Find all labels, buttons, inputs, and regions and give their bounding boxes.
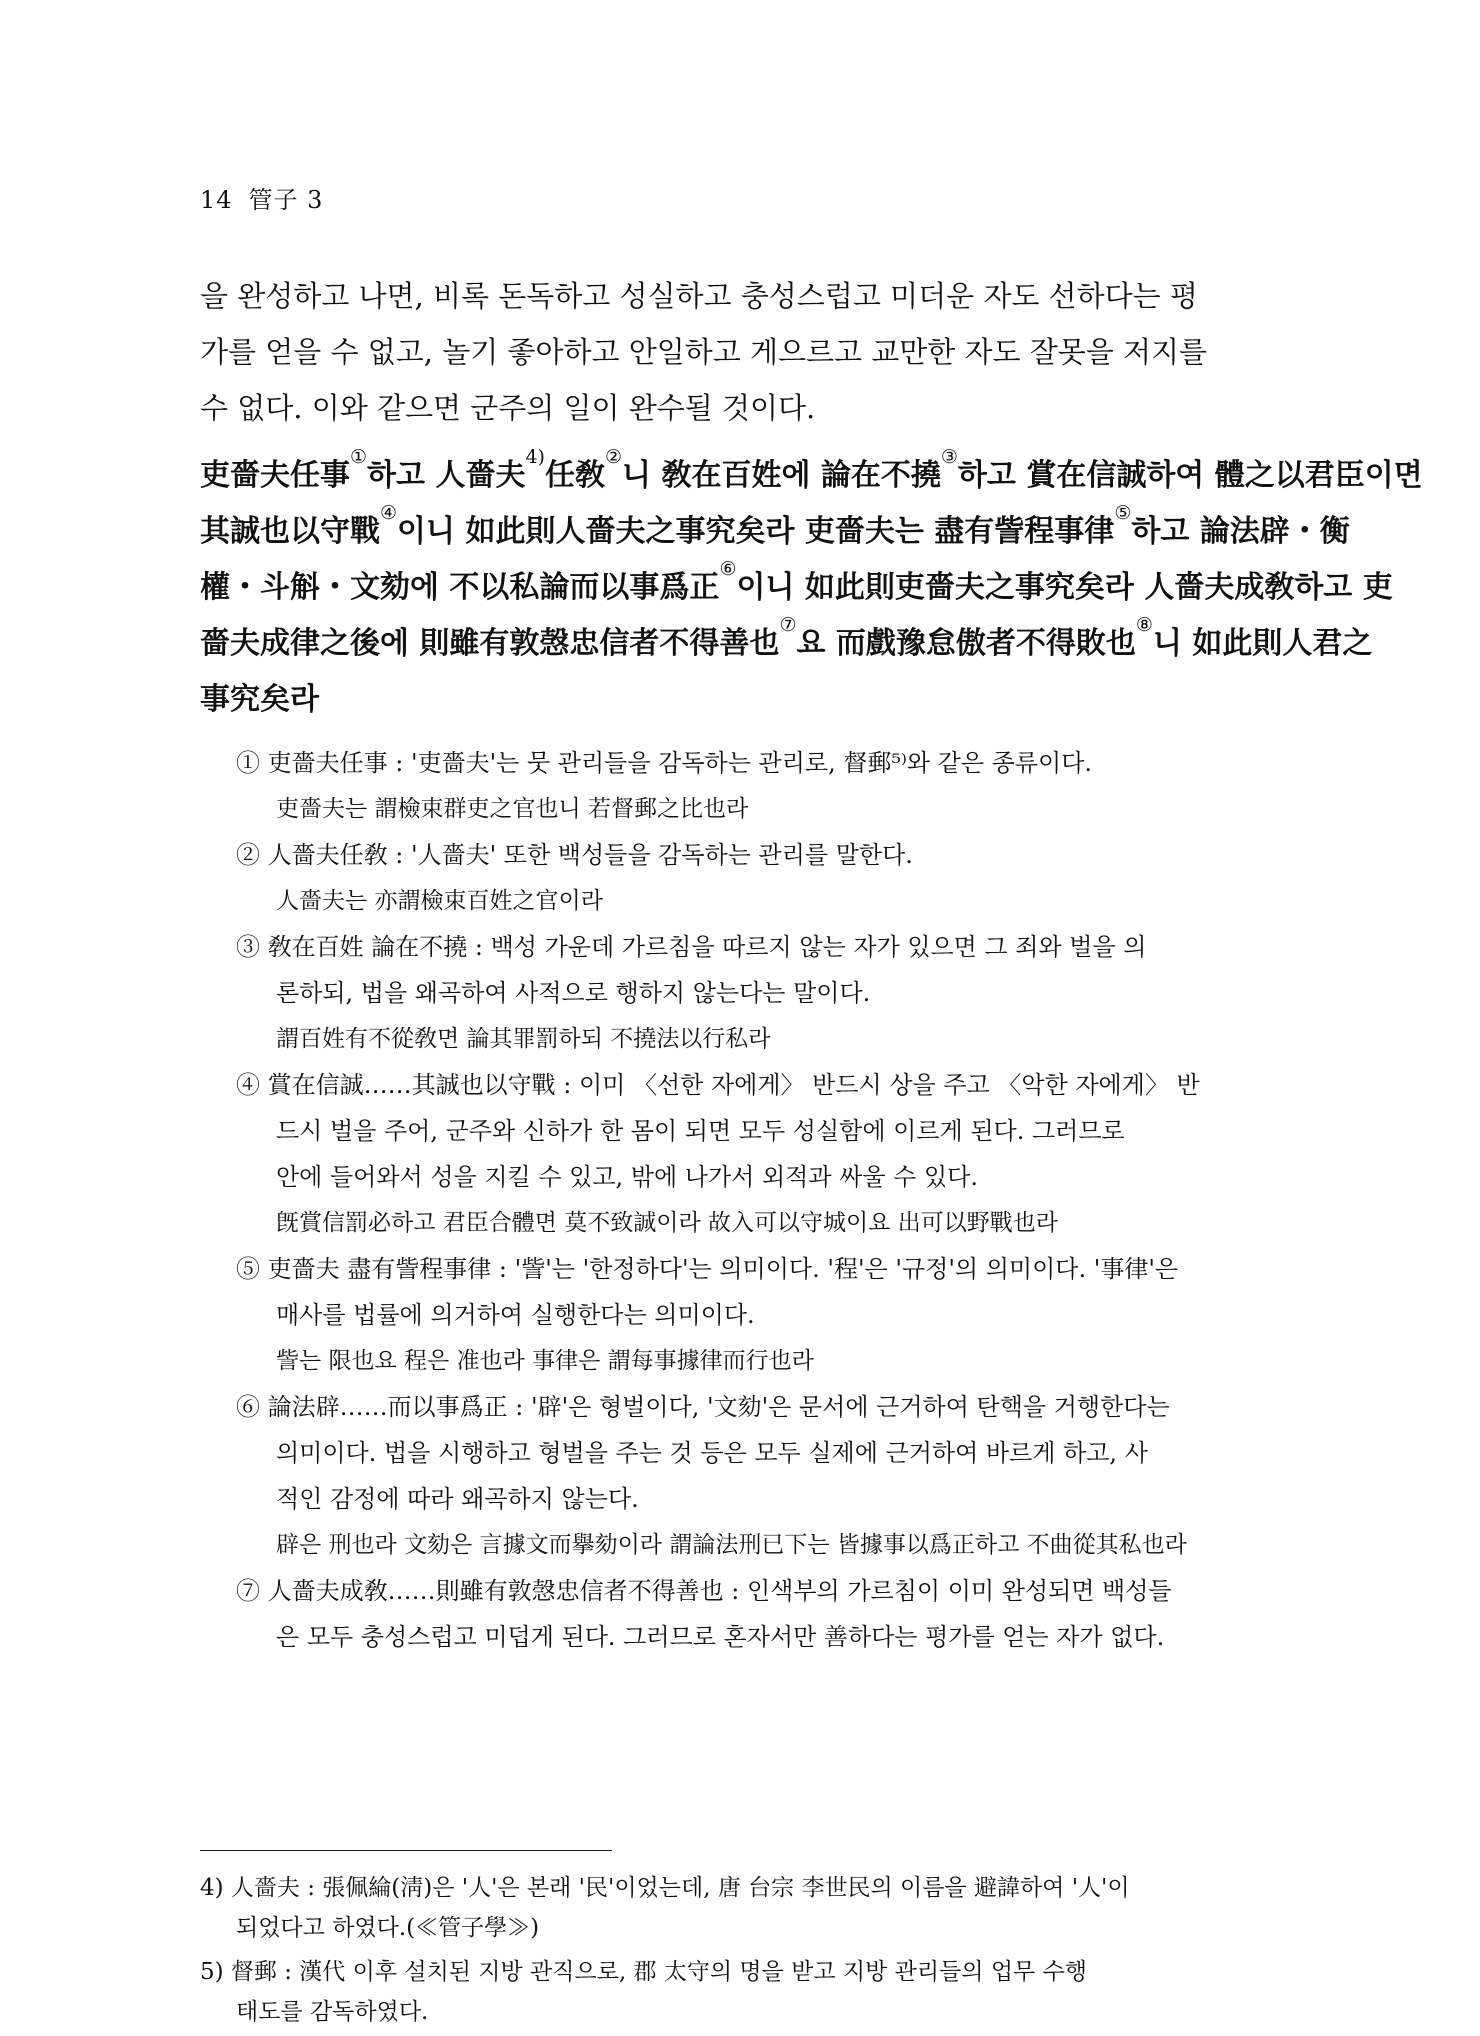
text-segment: 其誠也以守戰	[200, 514, 380, 549]
translation-line: 을 완성하고 나면, 비록 돈독하고 성실하고 충성스럽고 미더운 자도 선하다는 평	[200, 279, 1198, 313]
annotation-hanmun: 訾는 限也요 程은 准也라 事律은 謂每事據律而行也라	[276, 1348, 814, 1374]
annotation-line: 은 모두 충성스럽고 미덥게 된다. 그러므로 혼자서만 善하다는 평가를 얻는 자가 없다.	[276, 1623, 1165, 1651]
text-segment: 任敎	[544, 458, 605, 493]
annotation-marker: ④	[380, 502, 398, 524]
book-title: 管子 3	[248, 186, 324, 214]
original-text-line	[200, 614, 1373, 672]
original-text-line: 事究矣라	[200, 682, 319, 717]
annotation-hanmun: 旣賞信罰必하고 君臣合體면 莫不致誠이라 故入可以守城이요 出可以野戰也라	[276, 1210, 1058, 1236]
annotation-item	[236, 924, 1290, 1062]
annotation-hanmun: 人嗇夫는 亦謂檢束百姓之官이라	[276, 888, 603, 914]
text-segment: 하고 人嗇夫	[367, 458, 526, 493]
text-segment: 權・斗斛・文劾에 不以私論而以事爲正	[200, 570, 720, 605]
annotation-item	[236, 1568, 1290, 1660]
footnote-line: 5) 督郵 : 漢代 이후 설치된 지방 관직으로, 郡 太守의 명을 받고 지방 관리들의 업무 수행	[200, 1959, 1088, 1985]
annotation-marker: ①	[350, 446, 368, 468]
annotation-line: 안에 들어와서 성을 지킬 수 있고, 밖에 나가서 외적과 싸울 수 있다.	[276, 1163, 978, 1191]
annotation-line: ⑤ 吏嗇夫 盡有訾程事律 : '訾'는 '한정하다'는 의미이다. '程'은 '규정'의 의미이다. '事律'은	[236, 1255, 1179, 1283]
translation-line: 가를 얻을 수 없고, 놀기 좋아하고 안일하고 게으르고 교만한 자도 잘못을 저지를	[200, 335, 1208, 369]
footnote-line: 태도를 감독하였다.	[236, 1999, 429, 2025]
text-segment: 이니 如此則吏嗇夫之事究矣라 人嗇夫成敎하고 吏	[736, 570, 1393, 605]
text-segment: 하고 賞在信誠하여 體之以君臣이면	[957, 458, 1423, 493]
annotation-item	[236, 1246, 1290, 1384]
annotation-marker: ⑦	[779, 614, 797, 636]
footnote-line: 되었다고 하였다.(≪管子學≫)	[236, 1915, 540, 1941]
annotation-marker: ⑤	[1114, 502, 1132, 524]
text-segment: 니 如此則人君之	[1152, 626, 1373, 661]
annotation-marker: ⑥	[719, 558, 737, 580]
footnote-line: 4) 人嗇夫 : 張佩綸(淸)은 '人'은 본래 '民'이었는데, 唐 台宗 李世民의 이름을 避諱하여 '人'이	[200, 1875, 1130, 1901]
translation-paragraph	[200, 268, 1286, 436]
annotation-item	[236, 832, 1290, 924]
annotation-line: 론하되, 법을 왜곡하여 사적으로 행하지 않는다는 말이다.	[276, 979, 871, 1007]
annotation-line: ① 吏嗇夫任事 : '吏嗇夫'는 뭇 관리들을 감독하는 관리로, 督郵⁵⁾와 같은 종류이다.	[236, 749, 1093, 777]
original-text-paragraph	[200, 446, 1423, 728]
footnote-item	[200, 1952, 1290, 2032]
annotation-list	[236, 740, 1290, 1660]
text-segment: 하고 論法辟・衡	[1131, 514, 1350, 549]
annotation-line: ④ 賞在信誠……其誠也以守戰 : 이미 〈선한 자에게〉 반드시 상을 주고 〈악한 자에게〉 반	[236, 1071, 1200, 1099]
annotation-hanmun: 辟은 刑也라 文劾은 言據文而擧劾이라 謂論法刑已下는 皆據事以爲正하고 不曲從其私也라	[276, 1532, 1187, 1558]
footnote-item	[200, 1868, 1290, 1948]
annotation-line: 의미이다. 법을 시행하고 형벌을 주는 것 등은 모두 실제에 근거하여 바르게 하고, 사	[276, 1439, 1148, 1467]
original-text-line	[200, 502, 1350, 560]
annotation-item	[236, 740, 1290, 832]
text-segment: 니 敎在百姓에 論在不撓	[622, 458, 941, 493]
text-segment: 吏嗇夫任事	[200, 458, 350, 493]
annotation-line: ⑥ 論法辟……而以事爲正 : '辟'은 형벌이다, '文劾'은 문서에 근거하여 탄핵을 거행한다는	[236, 1393, 1170, 1421]
running-header	[200, 180, 339, 215]
annotation-item	[236, 1062, 1290, 1246]
footnote-marker: 4)	[525, 446, 545, 468]
annotation-line: 매사를 법률에 의거하여 실행한다는 의미이다.	[276, 1301, 755, 1329]
annotation-hanmun: 謂百姓有不從敎면 論其罪罰하되 不撓法以行私라	[276, 1026, 771, 1052]
text-segment: 요 而戲豫怠傲者不得敗也	[796, 626, 1136, 661]
annotation-marker: ③	[940, 446, 958, 468]
annotation-line: ② 人嗇夫任敎 : '人嗇夫' 또한 백성들을 감독하는 관리를 말한다.	[236, 841, 913, 869]
page-number: 14	[200, 186, 233, 214]
annotation-line: ⑦ 人嗇夫成敎……則雖有敦愨忠信者不得善也 : 인색부의 가르침이 이미 완성되면 백성들	[236, 1577, 1172, 1605]
annotation-hanmun: 吏嗇夫는 謂檢束群吏之官也니 若督郵之比也라	[276, 796, 749, 822]
annotation-marker: ②	[604, 446, 623, 468]
original-text-line	[200, 446, 1423, 504]
footnote-list	[200, 1868, 1290, 2036]
annotation-line: 적인 감정에 따라 왜곡하지 않는다.	[276, 1485, 639, 1513]
annotation-line: 드시 벌을 주어, 군주와 신하가 한 몸이 되면 모두 성실함에 이르게 된다. 그러므로	[276, 1117, 1125, 1145]
annotation-item	[236, 1384, 1290, 1568]
text-segment: 嗇夫成律之後에 則雖有敦愨忠信者不得善也	[200, 626, 780, 661]
translation-line: 수 없다. 이와 같으면 군주의 일이 완수될 것이다.	[200, 391, 816, 425]
annotation-marker: ⑧	[1135, 614, 1153, 636]
footnote-divider	[200, 1850, 612, 1851]
annotation-line: ③ 敎在百姓 論在不撓 : 백성 가운데 가르침을 따르지 않는 자가 있으면 그 죄와 벌을 의	[236, 933, 1147, 961]
text-segment: 이니 如此則人嗇夫之事究矣라 吏嗇夫는 盡有訾程事律	[397, 514, 1115, 549]
original-text-line	[200, 558, 1393, 616]
